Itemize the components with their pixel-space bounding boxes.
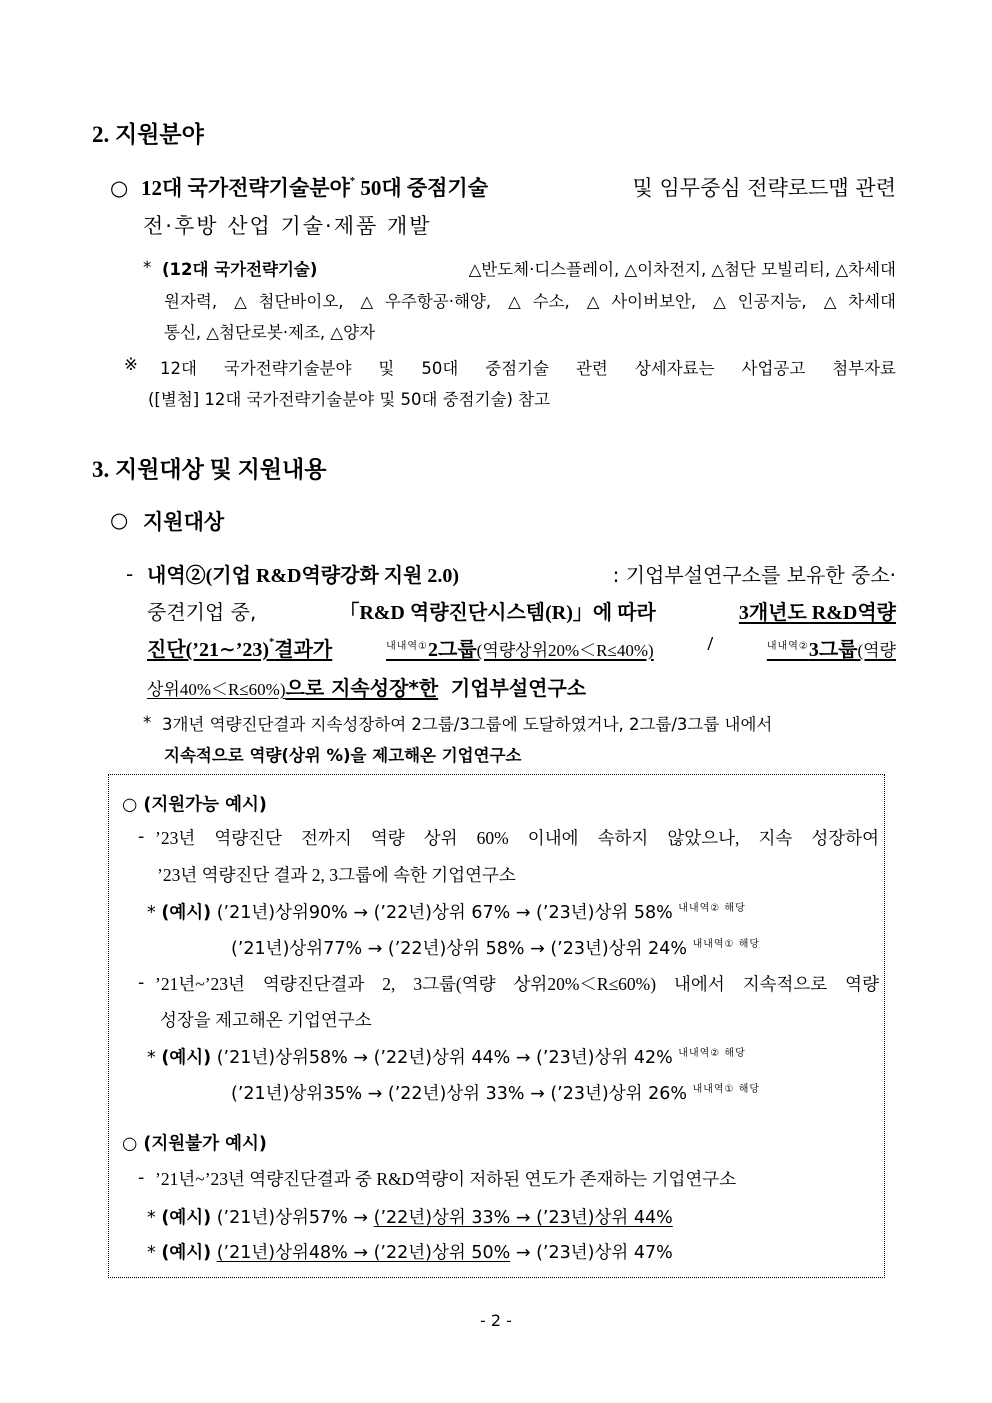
possible-case1-line1: ’23년 역량진단 전까지 역량 상위 60% 이내에 속하지 않았으나, 지속 성장하여	[155, 828, 879, 848]
group3-label: $^{내내역②}$3그룹(역량	[766, 639, 896, 661]
note-asterisk: *	[143, 258, 152, 277]
example-row: * (예시) (’21년)상위48% → (’22년)상위 50% → (’23년)상위 47%	[147, 1243, 673, 1263]
impossible-case-dash: -	[138, 1168, 145, 1188]
example-row: (’21년)상위77% → (’22년)상위 58% → (’23년)상위 24% $^{내내역① 해당}$	[231, 939, 761, 959]
possible-examples-title: ○ (지원가능 예시)	[122, 795, 267, 815]
target-note-line1: 3개년 역량진단결과 지속성장하여 2그룹/3그룹에 도달하였거나, 2그룹/3그룹 내에서	[162, 715, 773, 734]
possible-case2-dash: -	[138, 973, 145, 993]
target-program-label: 내역②(기업 R&D역량강화 지원 2.0)	[147, 565, 460, 587]
target-line4-a: 상위40%＜R≤60%)	[147, 680, 286, 699]
group2-label: $^{내내역①}$2그룹(역량상위20%＜R≤40%)	[386, 639, 654, 661]
section-2-item-line2: 전·후방 산업 기술·제품 개발	[143, 214, 432, 238]
possible-case2-line2: 성장을 제고해온 기업연구소	[160, 1010, 372, 1030]
target-line4-c: 기업부설연구소	[450, 676, 587, 700]
section-2-bullet: ○	[110, 176, 129, 200]
target-line2	[147, 596, 896, 625]
strategy-tech-label: 12대 국가전략기술분야* 50대 중점기술	[141, 176, 489, 200]
reference-line2: ([별첨] 12대 국가전략기술분야 및 50대 중점기술) 참고	[148, 390, 551, 409]
item-rest: 및 임무중심 전략로드맵 관련	[632, 176, 896, 200]
example-row: * (예시) (’21년)상위90% → (’22년)상위 67% → (’23년)상위 58% $^{내내역② 해당}$	[147, 903, 746, 923]
note-line1	[162, 256, 896, 280]
example-row: * (예시) (’21년)상위57% → (’22년)상위 33% → (’23년)상위 44%	[147, 1208, 673, 1228]
target-line1-rest: : 기업부설연구소를 보유한 중소·	[612, 563, 896, 587]
target-line3	[147, 633, 896, 662]
possible-case1-dash: -	[138, 827, 145, 847]
possible-case2-line1: ’21년~’23년 역량진단결과 2, 3그룹(역량 상위20%＜R≤60%) 내에서 지속적으로 역량	[155, 974, 879, 994]
target-line4-b: 으로 지속성장*한	[285, 676, 439, 700]
note-line2: 원자력, △첨단바이오, △우주항공·해양, △수소, △사이버보안, △인공지능, △차세대	[164, 292, 896, 311]
target-line1	[147, 559, 896, 588]
target-line2-c: 3개년도 R&D역량	[738, 602, 896, 624]
note-label: (12대 국가전략기술)	[162, 260, 318, 279]
section-3-bullet: ○	[110, 508, 129, 532]
section-2-item-line1	[141, 172, 896, 202]
target-line4	[147, 672, 586, 701]
target-note-asterisk: *	[143, 713, 152, 732]
impossible-case-line1: ’21년~’23년 역량진단결과 중 R&D역량이 저하된 연도가 존재하는 기업연구소	[155, 1169, 737, 1189]
reference-mark: ※	[124, 355, 138, 374]
note-line3: 통신, △첨단로봇·제조, △양자	[164, 323, 375, 342]
page-number: - 2 -	[480, 1311, 512, 1330]
target-line2-a: 중견기업 중,	[147, 600, 257, 624]
target-note-line2: 지속적으로 역량(상위 %)을 제고해온 기업연구소	[164, 746, 522, 765]
group-slash: /	[707, 633, 714, 655]
section-2-heading: 2. 지원분야	[92, 122, 204, 147]
example-row: (’21년)상위35% → (’22년)상위 33% → (’23년)상위 26% $^{내내역① 해당}$	[231, 1084, 761, 1104]
support-target-heading: 지원대상	[143, 510, 225, 534]
reference-line1: 12대 국가전략기술분야 및 50대 중점기술 관련 상세자료는 사업공고 첨부자료	[160, 359, 896, 378]
impossible-examples-title: ○ (지원불가 예시)	[122, 1134, 267, 1154]
section-3-heading: 3. 지원대상 및 지원내용	[92, 457, 327, 482]
target-dash: -	[126, 562, 134, 586]
note-text-1: △반도체·디스플레이, △이차전지, △첨단 모빌리티, △차세대	[468, 260, 896, 279]
target-line3-a: 진단(’21∼’23)*결과가	[147, 637, 333, 661]
possible-case1-line2: ’23년 역량진단 결과 2, 3그룹에 속한 기업연구소	[157, 865, 516, 885]
target-line2-b: 「R&D 역량진단시스템(R)」에 따라	[339, 602, 656, 624]
example-row: * (예시) (’21년)상위58% → (’22년)상위 44% → (’23년)상위 42% $^{내내역② 해당}$	[147, 1048, 746, 1068]
